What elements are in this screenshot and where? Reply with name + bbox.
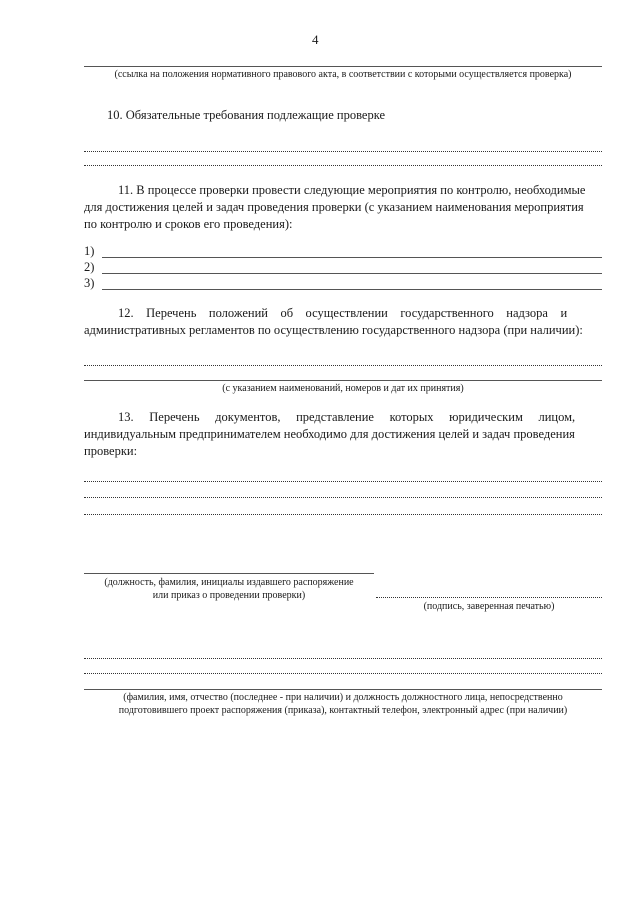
top-caption: (ссылка на положения нормативного правового акта, в соответствии с которыми осуществляется проверка) [114, 69, 572, 80]
bottom-fill-line-2 [84, 673, 602, 674]
section-10-fill-line-2 [84, 165, 602, 166]
list-item-fill-line [102, 289, 602, 290]
bottom-caption-2: подготовившего проект распоряжения (приказа), контактный телефон, электронный адрес (при наличии) [118, 705, 568, 716]
list-item-fill-line [102, 257, 602, 258]
section-12-fill-line-2 [84, 380, 602, 381]
section-12-fill-line-1 [84, 365, 602, 366]
section-13-line-1: 13. Перечень документов, представление которых юридическим лицом, [118, 410, 576, 424]
section-12-caption: (с указанием наименований, номеров и дат их принятия) [222, 383, 464, 394]
signature-left-caption-1: (должность, фамилия, инициалы издавшего распоряжение [104, 577, 354, 588]
top-fill-line [84, 66, 602, 67]
section-11-line-2: для достижения целей и задач проведения проверки (с указанием наименования мероприятия [84, 200, 584, 214]
section-10-fill-line-1 [84, 151, 602, 152]
signature-left-caption-2: или приказ о проведении проверки) [152, 590, 306, 601]
section-13-fill-line-3 [84, 514, 602, 515]
bottom-caption-1: (фамилия, имя, отчество (последнее - при наличии) и должность должностного лица, непосредственно [123, 692, 563, 703]
section-11-line-1: 11. В процессе проверки провести следующие мероприятия по контролю, необходимые [118, 183, 586, 197]
section-12-line-1: 12. Перечень положений об осуществлении государственного надзора и [118, 306, 568, 320]
bottom-fill-line-3 [84, 689, 602, 690]
section-13-line-2: индивидуальным предпринимателем необходимо для достижения целей и задач проведения [84, 427, 575, 441]
section-13-fill-line-2 [84, 497, 602, 498]
list-item-fill-line [102, 273, 602, 274]
section-11-line-3: по контролю и сроков его проведения): [84, 217, 293, 231]
signature-left-line [84, 573, 374, 574]
list-item-number: 2) [84, 260, 95, 274]
page-number: 4 [312, 32, 319, 47]
signature-right-caption: (подпись, заверенная печатью) [423, 601, 555, 612]
list-item-number: 3) [84, 276, 95, 290]
section-13-line-3: проверки: [84, 444, 138, 458]
section-13-fill-line-1 [84, 481, 602, 482]
section-12-line-2: административных регламентов по осуществлению государственного надзора (при наличии): [84, 323, 583, 337]
list-item-number: 1) [84, 244, 95, 258]
bottom-fill-line-1 [84, 658, 602, 659]
section-10-title: 10. Обязательные требования подлежащие проверке [107, 108, 386, 122]
signature-right-line [376, 597, 602, 598]
